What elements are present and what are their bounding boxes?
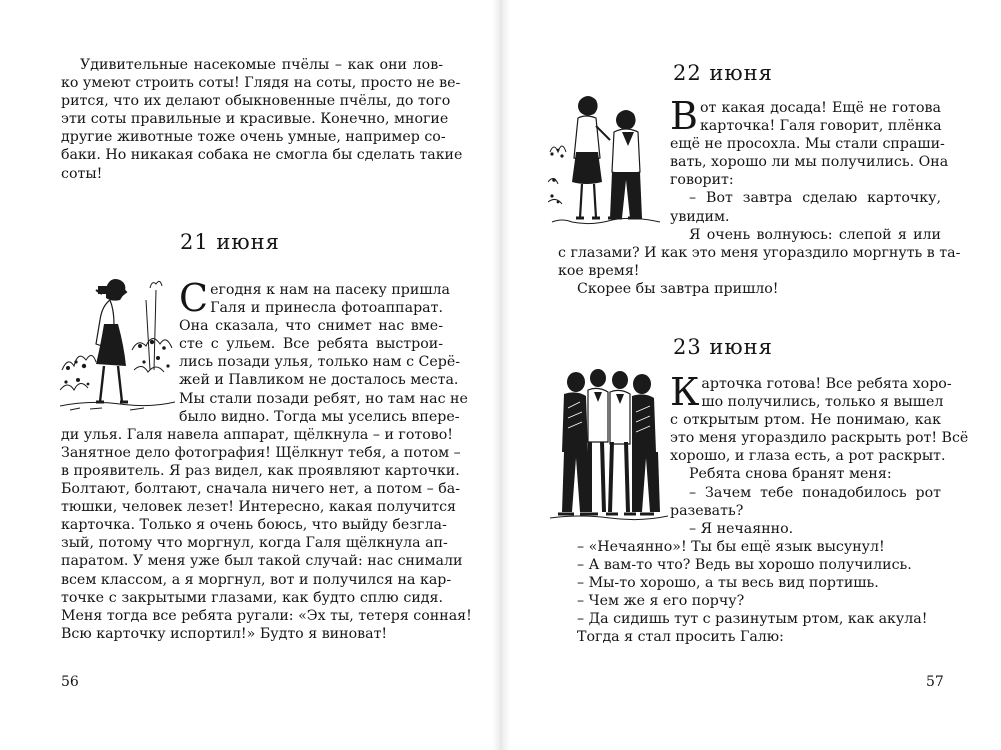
- body-line: это меня угораздило раскрыть рот! Всё: [670, 430, 969, 447]
- body-line: шо получились, только я вышел: [701, 394, 944, 411]
- body-line: увидим.: [670, 208, 730, 225]
- body-line: – Чем же я его порчу?: [577, 593, 745, 610]
- body-line: в проявитель. Я раз видел, как проявляют карточки.: [61, 462, 460, 479]
- body-line: от какая досада! Ещё не готова: [699, 100, 941, 116]
- body-line: арточка готова! Все ребята хоро-: [701, 376, 952, 392]
- body-line: тюшки, человек лезет! Интересно, какая получится: [61, 499, 456, 516]
- body-line: точке с закрытыми глазами, как будто сплю сидя.: [61, 589, 443, 606]
- body-line: – Да сидишь тут с разинутым ртом, как акула!: [577, 611, 928, 628]
- right-page: [500, 0, 1001, 750]
- body-line: с открытым ртом. Не понимаю, как: [670, 412, 941, 429]
- intro-line: баки. Но никакая собака не смогла бы сделать такие: [61, 147, 463, 164]
- body-line: вать, хорошо ли мы получились. Она: [670, 154, 949, 171]
- body-line: Меня тогда все ребята ругали: «Эх ты, тетеря сонная!: [61, 607, 472, 624]
- body-line: было видно. Тогда мы уселись впере-: [179, 408, 460, 425]
- body-line: – Мы-то хорошо, а ты весь вид портишь.: [577, 575, 879, 592]
- body-line: ещё не просохла. Мы стали спраши-: [670, 136, 945, 153]
- page-number-left: 56: [61, 674, 79, 690]
- body-line: Болтают, болтают, сначала ничего нет, а потом – ба-: [61, 481, 461, 498]
- body-line: Ребята снова бранят меня:: [689, 466, 892, 483]
- intro-line: Удивительные насекомые пчёлы – как они лов-: [80, 57, 443, 73]
- june-21-wrapped-block: [179, 276, 468, 426]
- intro-paragraph: [61, 56, 463, 183]
- body-line: лись позади улья, только нам с Серё-: [179, 354, 461, 371]
- body-line: – А вам-то что? Ведь вы хорошо получились.: [577, 556, 912, 573]
- dropcap-letter: С: [179, 276, 209, 320]
- body-line: Галя и принесла фотоаппарат.: [210, 300, 443, 317]
- june-23-paragraph: [558, 370, 969, 646]
- body-line: хорошо, и глаза есть, а рот раскрыт.: [670, 448, 946, 465]
- june-23-wrapped-block: [670, 370, 969, 538]
- body-line: – Я нечаянно.: [689, 520, 794, 537]
- dropcap-letter: В: [670, 94, 698, 138]
- june-22-paragraph: [558, 94, 961, 298]
- body-line: – Вот завтра сделаю карточку,: [689, 190, 941, 207]
- body-line: жей и Павликом не досталось места.: [179, 372, 459, 389]
- body-line: Всю карточку испортил!» Будто я виноват!: [61, 625, 388, 642]
- body-line: паратом. У меня уже был такой случай: нас снимали: [61, 553, 463, 570]
- section-heading-june-22: 22 июня: [673, 61, 773, 85]
- page-number-right: 57: [926, 674, 944, 690]
- body-line: с глазами? И как это меня угораздило моргнуть в та-: [558, 244, 961, 261]
- body-line: ди улья. Галя навела аппарат, щёлкнула – и готово!: [61, 426, 454, 443]
- intro-line: соты!: [61, 165, 103, 182]
- body-line: разевать?: [670, 502, 744, 519]
- left-page: [0, 0, 500, 750]
- section-heading-june-21: 21 июня: [180, 230, 280, 254]
- body-line: Скорее бы завтра пришло!: [577, 280, 779, 297]
- body-line: Занятное дело фотография! Щёлкнут тебя, а потом –: [61, 444, 461, 461]
- body-line: карточка. Только я очень боюсь, что выйду безгла-: [61, 517, 447, 534]
- body-line: Тогда я стал просить Галю:: [577, 629, 784, 646]
- june-21-paragraph: [61, 276, 472, 643]
- body-line: – Зачем тебе понадобилось рот: [689, 484, 941, 501]
- dropcap-letter: К: [670, 370, 700, 414]
- body-line: карточка! Галя говорит, плёнка: [699, 118, 942, 135]
- intro-line: другие животные тоже очень умные, например со-: [61, 129, 446, 146]
- body-line: зый, потому что моргнул, когда Галя щёлкнула ап-: [61, 535, 448, 552]
- body-line: говорит:: [670, 172, 734, 189]
- body-line: всем классом, а я моргнул, вот и получился на кар-: [61, 571, 452, 588]
- body-line: егодня к нам на пасеку пришла: [210, 282, 450, 298]
- body-line: кое время!: [558, 262, 640, 279]
- body-line: Я очень волнуюсь: слепой я или: [689, 226, 941, 243]
- intro-line: ко умеют строить соты! Глядя на соты, просто не ве-: [61, 75, 461, 92]
- june-22-wrapped-block: [670, 94, 949, 244]
- body-line: Она сказала, что снимет нас вме-: [179, 318, 443, 335]
- intro-line: рится, что их делают обыкновенные пчёлы, до того: [61, 93, 451, 110]
- intro-line: эти соты правильные и красивые. Конечно, многие: [61, 111, 449, 128]
- body-line: Мы стали позади ребят, но там нас не: [179, 390, 468, 407]
- section-heading-june-23: 23 июня: [673, 335, 773, 359]
- body-line: сте с ульем. Все ребята выстрои-: [179, 336, 443, 353]
- body-line: – «Нечаянно»! Ты бы ещё язык высунул!: [577, 538, 885, 555]
